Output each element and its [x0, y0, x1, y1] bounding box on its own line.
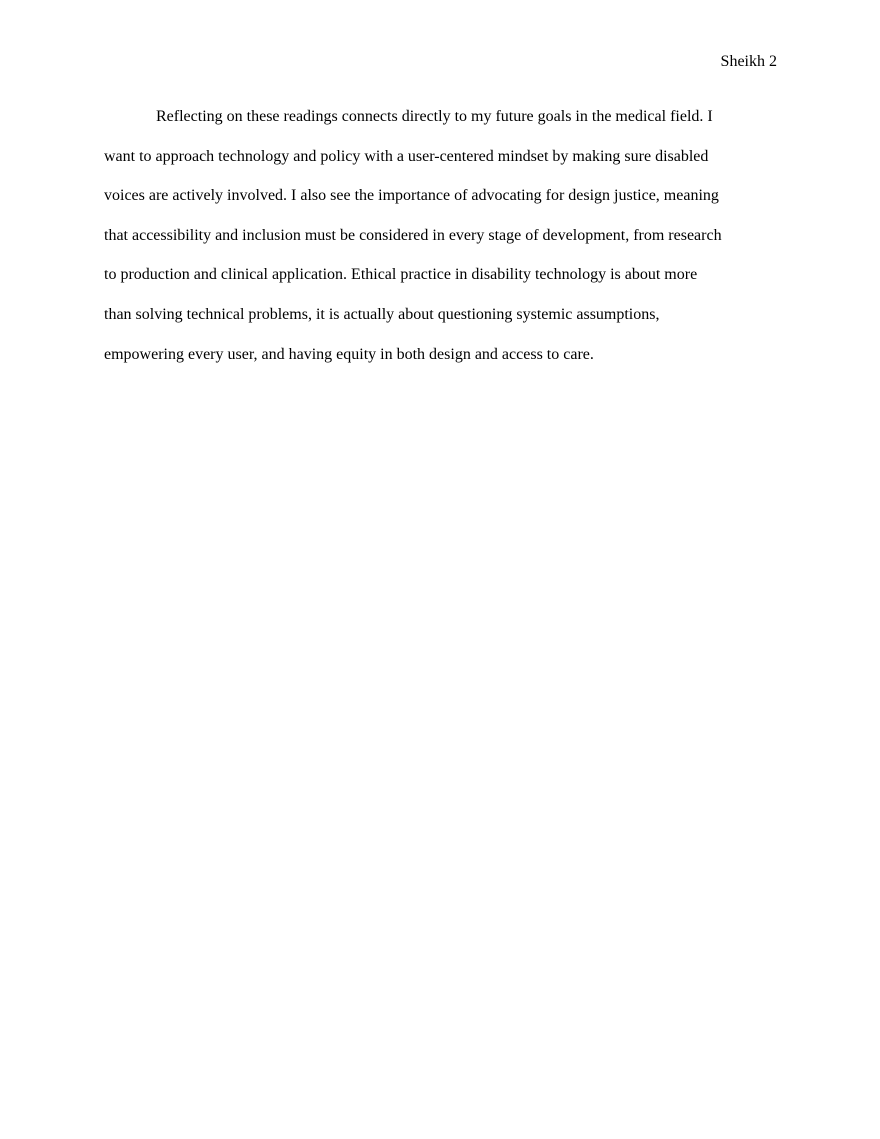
running-head-page-number: Sheikh 2	[720, 53, 777, 70]
paragraph-line: to production and clinical application. Ethical practice in disability technology is about more	[104, 266, 698, 284]
paragraph-line: voices are actively involved. I also see the importance of advocating for design justice, meaning	[104, 187, 719, 205]
paragraph-line: empowering every user, and having equity in both design and access to care.	[104, 345, 594, 363]
paragraph-line: want to approach technology and policy with a user-centered mindset by making sure disabled	[104, 147, 709, 165]
body-paragraph	[104, 97, 794, 374]
paragraph-line: Reflecting on these readings connects directly to my future goals in the medical field. I	[156, 108, 713, 125]
paragraph-line: than solving technical problems, it is actually about questioning systemic assumptions,	[104, 305, 660, 323]
paragraph-line: that accessibility and inclusion must be considered in every stage of development, from research	[104, 226, 722, 244]
